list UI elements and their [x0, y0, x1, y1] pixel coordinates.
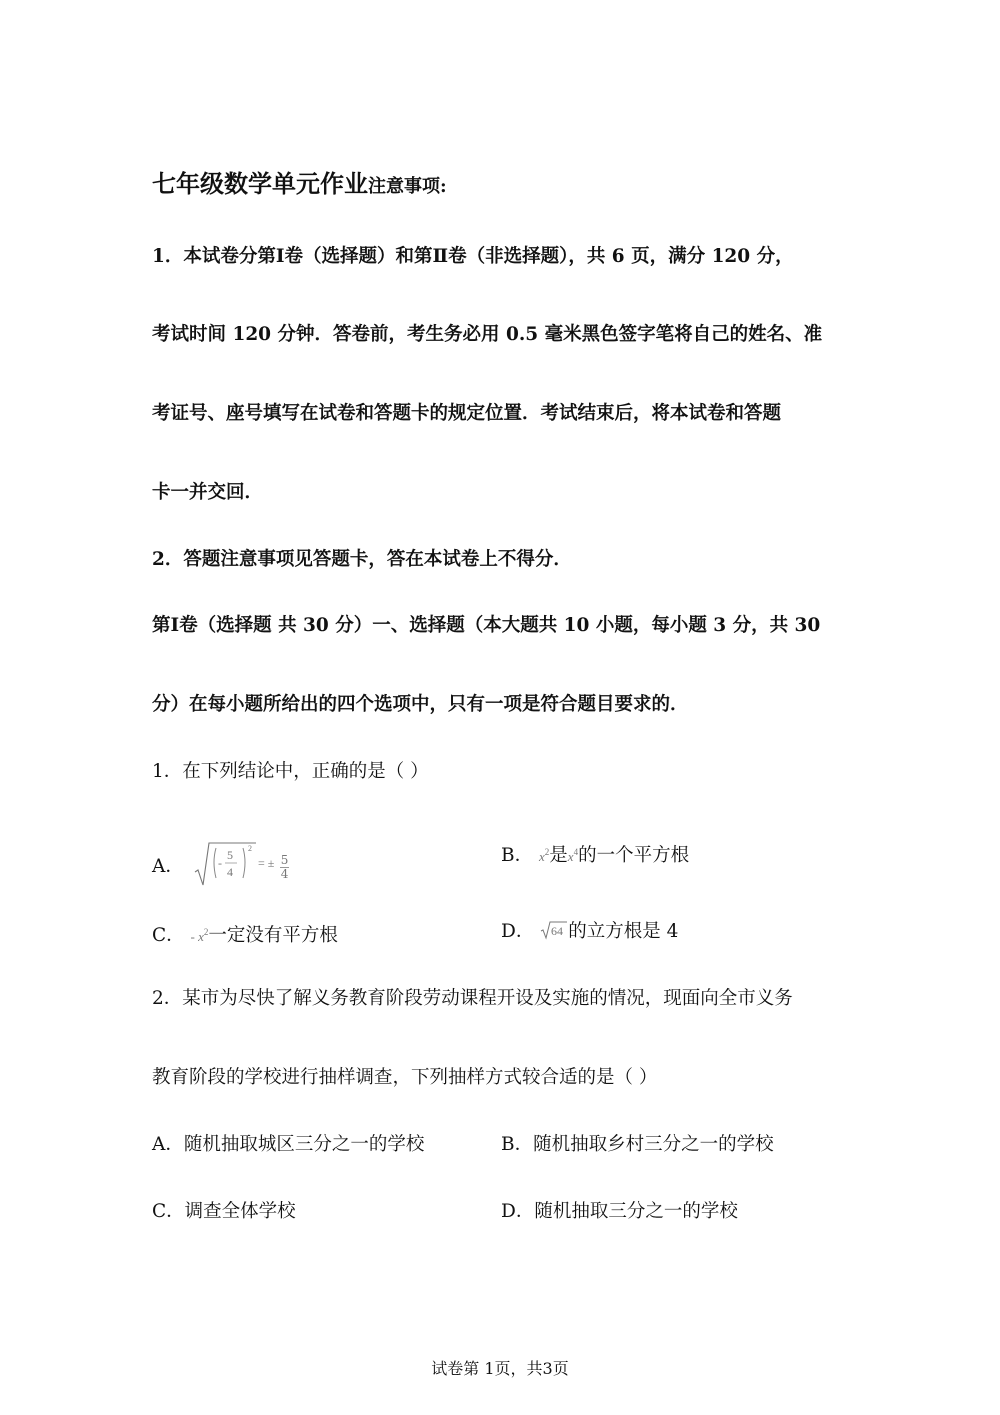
q2-option-c: C．调查全体学校 [152, 1201, 296, 1222]
q1-option-b: B． $x^2$是$x^4$的一个平方根 [501, 845, 690, 866]
fraction-five-fourths: $\frac{5}{4}$ [280, 852, 289, 881]
option-label: A． [152, 856, 184, 877]
question-2-stem: 2．某市为尽快了解义务教育阶段劳动课程开设及实施的情况，现面向全市义务 [152, 988, 793, 1009]
instruction-line: 考证号、座号填写在试卷和答题卡的规定位置．考试结束后，将本试卷和答题 [152, 403, 782, 424]
q1-option-d: D． 64 的立方根是 4 [501, 921, 679, 942]
svg-text:5: 5 [226, 848, 233, 862]
option-label: C． [152, 925, 185, 946]
q1-option-a [152, 840, 289, 888]
instruction-line: 1．本试卷分第Ⅰ卷（选择题）和第Ⅱ卷（非选择题），共 6 页，满分 120 分， [152, 246, 794, 267]
math-x-squared: $x^2$ [539, 847, 550, 864]
svg-text:64: 64 [551, 924, 564, 938]
exam-title: 七年级数学单元作业 [152, 169, 368, 198]
sqrt-64-expression [540, 920, 568, 940]
page-footer: 试卷第 1页，共3页 [431, 1359, 569, 1378]
option-label: B． [501, 845, 534, 866]
math-x-fourth: $x^4$ [567, 847, 579, 864]
sqrt-expression-a [194, 840, 286, 888]
instruction-line: 卡一并交回． [152, 482, 264, 503]
question-1-stem: 1．在下列结论中，正确的是（ ） [152, 761, 429, 782]
svg-text:4: 4 [226, 865, 233, 879]
q2-option-d: D．随机抽取三分之一的学校 [501, 1201, 738, 1222]
instruction-line: 考试时间 120 分钟．答卷前，考生务必用 0.5 毫米黑色签字笔将自己的姓名、准 [152, 324, 823, 345]
section-heading-line: 分）在每小题所给出的四个选项中，只有一项是符合题目要求的． [152, 694, 689, 715]
svg-text:= ±: = ± [257, 856, 275, 870]
svg-text:-: - [217, 856, 222, 870]
q2-option-a: A．随机抽取城区三分之一的学校 [152, 1134, 425, 1155]
svg-text:2: 2 [247, 844, 252, 853]
instruction-line: 2．答题注意事项见答题卡，答在本试卷上不得分． [152, 549, 572, 570]
notice-label: 注意事项: [368, 176, 447, 197]
question-2-stem: 教育阶段的学校进行抽样调查，下列抽样方式较合适的是（ ） [152, 1067, 658, 1088]
section-heading-line: 第Ⅰ卷（选择题 共 30 分）一、选择题（本大题共 10 小题，每小题 3 分，共 30 [152, 615, 821, 636]
option-label: D． [501, 921, 535, 942]
q2-option-b: B．随机抽取乡村三分之一的学校 [501, 1134, 774, 1155]
exam-header [152, 169, 447, 199]
q1-option-c: C． - $x^2$一定没有平方根 [152, 925, 338, 946]
math-neg-x-squared: - $x^2$ [190, 927, 209, 944]
